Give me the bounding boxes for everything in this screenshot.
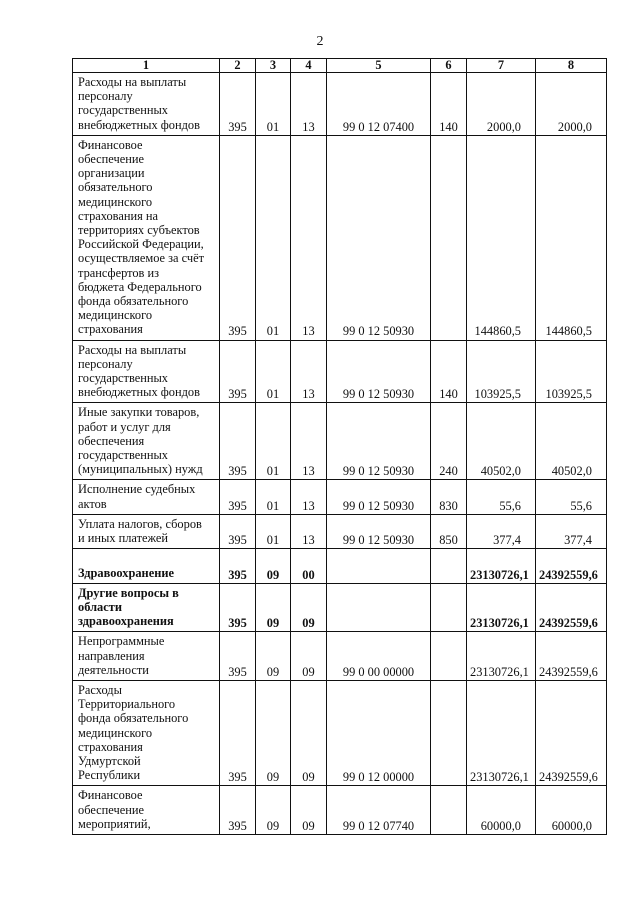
row-target-article xyxy=(327,583,431,632)
row-expense-type: 140 xyxy=(431,73,467,136)
row-ministry-code: 395 xyxy=(220,480,256,514)
table-row xyxy=(73,403,607,480)
row-subsection-code: 09 xyxy=(291,632,327,681)
table-row xyxy=(73,514,607,548)
row-expense-type: 850 xyxy=(431,514,467,548)
row-amount-year1: 23130726,1 xyxy=(467,549,536,583)
row-ministry-code: 395 xyxy=(220,632,256,681)
row-ministry-code: 395 xyxy=(220,73,256,136)
row-expense-type xyxy=(431,549,467,583)
row-amount-year2: 24392559,6 xyxy=(536,583,607,632)
table-row xyxy=(73,480,607,514)
row-amount-year2: 377,4 xyxy=(536,514,607,548)
header-cell-5: 5 xyxy=(327,59,431,73)
row-section-code: 01 xyxy=(256,480,291,514)
row-section-code: 09 xyxy=(256,680,291,785)
row-target-article xyxy=(327,549,431,583)
row-subsection-code: 09 xyxy=(291,680,327,785)
table-row xyxy=(73,135,607,340)
table-row xyxy=(73,340,607,403)
row-ministry-code: 395 xyxy=(220,549,256,583)
row-description: Расходы на выплаты персоналу государственных внебюджетных фондов xyxy=(73,340,220,403)
table-row xyxy=(73,680,607,785)
row-expense-type xyxy=(431,583,467,632)
header-cell-7: 7 xyxy=(467,59,536,73)
row-amount-year2: 60000,0 xyxy=(536,786,607,835)
row-description: Расходы на выплаты персоналу государственных внебюджетных фондов xyxy=(73,73,220,136)
row-subsection-code: 13 xyxy=(291,73,327,136)
row-description: Финансовое обеспечение организации обязательного медицинского страхования на территориях субъектов Российской Федерации, осуществляемое за счёт трансфертов из бюджета Федерального фонда обязательного медицинского страхования xyxy=(73,135,220,340)
row-expense-type xyxy=(431,632,467,681)
row-ministry-code: 395 xyxy=(220,135,256,340)
row-amount-year1: 103925,5 xyxy=(467,340,536,403)
row-section-code: 09 xyxy=(256,583,291,632)
page-number: 2 xyxy=(316,34,324,49)
row-section-code: 01 xyxy=(256,403,291,480)
row-amount-year2: 2000,0 xyxy=(536,73,607,136)
header-cell-4: 4 xyxy=(291,59,327,73)
table-row xyxy=(73,73,607,136)
row-subsection-code: 13 xyxy=(291,514,327,548)
header-cell-1: 1 xyxy=(73,59,220,73)
row-expense-type: 140 xyxy=(431,340,467,403)
row-section-code: 01 xyxy=(256,135,291,340)
row-description: Исполнение судебных актов xyxy=(73,480,220,514)
row-section-code: 01 xyxy=(256,514,291,548)
row-amount-year2: 103925,5 xyxy=(536,340,607,403)
row-subsection-code: 13 xyxy=(291,135,327,340)
row-amount-year2: 144860,5 xyxy=(536,135,607,340)
row-amount-year1: 23130726,1 xyxy=(467,583,536,632)
row-ministry-code: 395 xyxy=(220,340,256,403)
row-subsection-code: 13 xyxy=(291,480,327,514)
row-target-article: 99 0 12 07400 xyxy=(327,73,431,136)
row-amount-year1: 23130726,1 xyxy=(467,632,536,681)
row-target-article: 99 0 12 50930 xyxy=(327,403,431,480)
row-amount-year1: 23130726,1 xyxy=(467,680,536,785)
table-row xyxy=(73,583,607,632)
row-amount-year1: 60000,0 xyxy=(467,786,536,835)
header-cell-3: 3 xyxy=(256,59,291,73)
row-ministry-code: 395 xyxy=(220,786,256,835)
row-section-code: 09 xyxy=(256,549,291,583)
row-target-article: 99 0 12 50930 xyxy=(327,135,431,340)
row-amount-year1: 377,4 xyxy=(467,514,536,548)
row-section-code: 01 xyxy=(256,73,291,136)
row-description: Финансовое обеспечение мероприятий, xyxy=(73,786,220,835)
row-subsection-code: 13 xyxy=(291,340,327,403)
row-subsection-code: 13 xyxy=(291,403,327,480)
table-row xyxy=(73,786,607,835)
row-expense-type xyxy=(431,680,467,785)
table-row xyxy=(73,549,607,583)
row-expense-type: 240 xyxy=(431,403,467,480)
budget-table xyxy=(72,58,607,835)
header-cell-2: 2 xyxy=(220,59,256,73)
row-subsection-code: 09 xyxy=(291,786,327,835)
row-amount-year1: 2000,0 xyxy=(467,73,536,136)
row-section-code: 09 xyxy=(256,786,291,835)
row-description: Здравоохранение xyxy=(73,549,220,583)
row-amount-year2: 55,6 xyxy=(536,480,607,514)
row-ministry-code: 395 xyxy=(220,583,256,632)
row-target-article: 99 0 12 50930 xyxy=(327,480,431,514)
row-ministry-code: 395 xyxy=(220,514,256,548)
row-target-article: 99 0 12 50930 xyxy=(327,340,431,403)
row-amount-year1: 144860,5 xyxy=(467,135,536,340)
row-amount-year1: 55,6 xyxy=(467,480,536,514)
row-expense-type: 830 xyxy=(431,480,467,514)
row-amount-year1: 40502,0 xyxy=(467,403,536,480)
row-target-article: 99 0 12 07740 xyxy=(327,786,431,835)
row-expense-type xyxy=(431,135,467,340)
header-cell-8: 8 xyxy=(536,59,607,73)
row-description: Непрограммные направления деятельности xyxy=(73,632,220,681)
row-section-code: 09 xyxy=(256,632,291,681)
row-description: Другие вопросы в области здравоохранения xyxy=(73,583,220,632)
row-amount-year2: 40502,0 xyxy=(536,403,607,480)
row-subsection-code: 09 xyxy=(291,583,327,632)
row-ministry-code: 395 xyxy=(220,403,256,480)
row-amount-year2: 24392559,6 xyxy=(536,680,607,785)
row-section-code: 01 xyxy=(256,340,291,403)
row-target-article: 99 0 12 00000 xyxy=(327,680,431,785)
row-subsection-code: 00 xyxy=(291,549,327,583)
row-target-article: 99 0 00 00000 xyxy=(327,632,431,681)
row-description: Иные закупки товаров, работ и услуг для обеспечения государственных (муниципальных) нужд xyxy=(73,403,220,480)
header-row xyxy=(73,59,607,73)
table-body xyxy=(73,59,607,835)
row-amount-year2: 24392559,6 xyxy=(536,549,607,583)
row-ministry-code: 395 xyxy=(220,680,256,785)
table-row xyxy=(73,632,607,681)
row-description: Расходы Территориального фонда обязательного медицинского страхования Удмуртской Республики xyxy=(73,680,220,785)
header-cell-6: 6 xyxy=(431,59,467,73)
row-target-article: 99 0 12 50930 xyxy=(327,514,431,548)
row-description: Уплата налогов, сборов и иных платежей xyxy=(73,514,220,548)
row-expense-type xyxy=(431,786,467,835)
row-amount-year2: 24392559,6 xyxy=(536,632,607,681)
